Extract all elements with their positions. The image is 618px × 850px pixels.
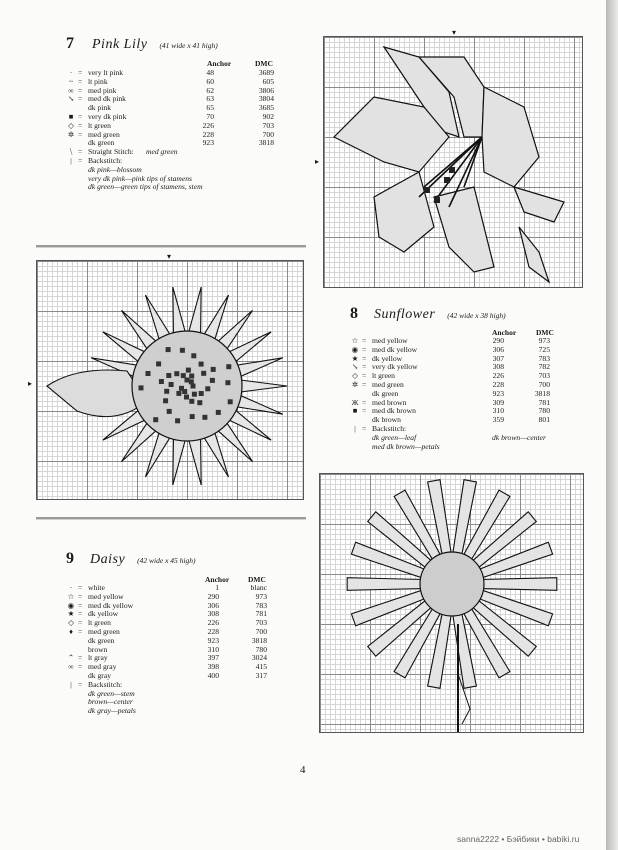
sunflower-petal: [173, 287, 187, 338]
sunflower-col-anchor: Anchor: [492, 328, 517, 337]
lily-color-label: lt green: [88, 120, 111, 130]
daisy-anchor-number: 923: [207, 635, 219, 645]
lily-key-row: [66, 183, 286, 192]
lily-color-label: med pink: [88, 85, 117, 95]
lily-dmc-number: 3806: [258, 85, 274, 95]
daisy-equals-sign: =: [78, 679, 83, 689]
page-number: 4: [300, 764, 306, 776]
sunflower-center-stitch: [191, 353, 196, 358]
sunflower-center-stitch: [146, 371, 151, 376]
lily-equals-sign: =: [78, 85, 83, 95]
daisy-backstitch-symbol: |: [70, 679, 72, 689]
sunflower-center-stitch: [189, 399, 194, 404]
lily-equals-sign: =: [78, 129, 83, 139]
lily-anchor-number: 923: [202, 138, 214, 148]
sunflower-anchor-number: 226: [492, 371, 504, 381]
lily-straight-color: med green: [146, 147, 178, 157]
lily-color-label: very dk pink: [88, 111, 127, 121]
sunflower-center-stitch: [153, 417, 158, 422]
daisy-dmc-number: 317: [255, 670, 267, 680]
lily-anchor-number: 65: [206, 103, 214, 113]
daisy-equals-sign: =: [78, 618, 83, 628]
sunflower-color-label: dk green: [372, 388, 399, 398]
daisy-col-anchor: Anchor: [205, 575, 230, 584]
sunflower-number: 8: [350, 305, 358, 322]
sunflower-center-stitch: [164, 389, 169, 394]
sunflower-equals-sign: =: [362, 397, 367, 407]
lily-anchor-number: 62: [206, 85, 214, 95]
daisy-color-symbol: ⌃: [67, 653, 75, 663]
sunflower-center-stitch: [181, 373, 186, 378]
daisy-color-label: lt gray: [88, 653, 108, 663]
sunflower-center-stitch: [189, 379, 194, 384]
lily-color-label: med dk pink: [88, 94, 126, 104]
sunflower-dmc-number: 783: [538, 353, 550, 363]
daisy-backstitch-note: brown—center: [88, 697, 133, 707]
sunflower-equals-sign: =: [362, 423, 367, 433]
daisy-equals-sign: =: [78, 653, 83, 663]
sunflower-center-stitch: [185, 378, 190, 383]
daisy-chart: [319, 473, 584, 733]
daisy-dmc-number: 780: [255, 644, 267, 654]
daisy-anchor-number: 308: [207, 609, 219, 619]
sunflower-color-label: med green: [372, 379, 404, 389]
sunflower-dmc-number: 781: [538, 397, 550, 407]
lily-dmc-number: 3818: [258, 138, 274, 148]
sunflower-center-stitch: [174, 371, 179, 376]
daisy-dmc-number: 703: [255, 618, 267, 628]
sunflower-center-stitch: [201, 371, 206, 376]
lily-color-symbol: ↘: [67, 94, 75, 104]
sunflower-center-stitch: [199, 391, 204, 396]
daisy-color-label: white: [88, 583, 105, 592]
daisy-dmc-number: 973: [255, 591, 267, 601]
sunflower-color-symbol: ■: [352, 406, 358, 416]
sunflower-size: (42 wide x 38 high): [447, 311, 506, 320]
daisy-petal: [347, 578, 424, 591]
daisy-key-row: [66, 707, 281, 716]
daisy-dmc-number: blanc: [250, 583, 267, 592]
lily-color-label: very lt pink: [88, 68, 124, 77]
sunflower-dmc-number: 3818: [534, 388, 550, 398]
daisy-col-dmc: DMC: [248, 575, 266, 584]
sunflower-center-stitch: [210, 378, 215, 383]
sunflower-equals-sign: =: [362, 371, 367, 381]
lily-backstitch-note: very dk pink—pink tips of stamens: [88, 173, 192, 183]
sunflower-center-stitch: [166, 347, 171, 352]
daisy-petal: [480, 578, 557, 591]
lily-color-symbol: ·: [69, 68, 73, 77]
sunflower-equals-sign: =: [362, 353, 367, 363]
sunflower-dmc-number: 780: [538, 406, 550, 416]
sunflower-anchor-number: 307: [492, 353, 504, 363]
lily-anchor-number: 70: [206, 111, 214, 121]
sunflower-chart: ▾ ▸: [36, 260, 304, 500]
sunflower-col-dmc: DMC: [536, 328, 554, 337]
daisy-color-label: dk gray: [88, 670, 111, 680]
lily-number: 7: [66, 35, 74, 52]
sunflower-petal: [188, 434, 202, 485]
lily-equals-sign: =: [78, 155, 83, 165]
lily-anchor-number: 63: [206, 94, 214, 104]
sunflower-drawing: [37, 261, 305, 501]
sunflower-color-symbol: ↘: [351, 362, 359, 372]
sunflower-center-stitch: [192, 392, 197, 397]
lily-anchor-number: 48: [206, 68, 214, 77]
lily-equals-sign: =: [78, 68, 83, 77]
sunflower-anchor-number: 923: [492, 388, 504, 398]
sunflower-color-symbol: Ж: [351, 397, 359, 407]
sunflower-center-stitch: [180, 348, 185, 353]
sunflower-equals-sign: =: [362, 406, 367, 416]
lily-equals-sign: =: [78, 94, 83, 104]
sunflower-center-stitch: [184, 395, 189, 400]
lily-equals-sign: =: [78, 147, 83, 157]
sunflower-color-label: dk brown: [372, 415, 401, 425]
sunflower-anchor-number: 306: [492, 344, 504, 354]
sunflower-dmc-number: 725: [538, 344, 550, 354]
sunflower-equals-sign: =: [362, 336, 367, 345]
daisy-dmc-number: 783: [255, 600, 267, 610]
sunflower-anchor-number: 310: [492, 406, 504, 416]
lily-anchor-number: 60: [206, 76, 214, 86]
daisy-color-label: brown: [88, 644, 108, 654]
sunflower-center-stitch: [199, 362, 204, 367]
lily-color-symbol: ◇: [68, 120, 74, 130]
lily-color-label: lt pink: [88, 76, 108, 86]
daisy-anchor-number: 310: [207, 644, 219, 654]
sunflower-center-stitch: [189, 374, 194, 379]
lily-dmc-number: 3804: [258, 94, 274, 104]
sunflower-backstitch-symbol: |: [354, 423, 356, 433]
sunflower-center-stitch: [176, 391, 181, 396]
sunflower-color-symbol: ★: [351, 353, 359, 363]
daisy-color-symbol: ◇: [68, 618, 74, 628]
sunflower-anchor-number: 308: [492, 362, 504, 372]
daisy-color-label: med dk yellow: [88, 600, 134, 610]
daisy-anchor-number: 226: [207, 618, 219, 628]
sunflower-dmc-number: 700: [538, 379, 550, 389]
daisy-backstitch-note: dk green—stem: [88, 688, 135, 698]
sunflower-color-symbol: ◇: [352, 371, 358, 381]
daisy-color-symbol: ∞: [68, 662, 74, 672]
lily-straight-label: Straight Stitch:: [88, 147, 134, 157]
sunflower-center-stitch: [139, 385, 144, 390]
lily-equals-sign: =: [78, 111, 83, 121]
daisy-color-label: dk green: [88, 635, 115, 645]
daisy-number: 9: [66, 550, 74, 567]
daisy-anchor-number: 228: [207, 626, 219, 636]
lily-col-dmc: DMC: [255, 59, 273, 68]
sunflower-equals-sign: =: [362, 379, 367, 389]
daisy-color-label: med green: [88, 626, 120, 636]
lily-backstitch-note: dk green—green tips of stamens, stem: [88, 182, 203, 192]
sunflower-center-stitch: [182, 389, 187, 394]
lily-name: Pink Lily: [92, 37, 148, 52]
lily-color-label: dk pink: [88, 103, 111, 113]
lily-backstitch-symbol: |: [70, 155, 72, 165]
daisy-equals-sign: =: [78, 662, 83, 672]
sunflower-key-row: [350, 443, 560, 452]
lily-col-anchor: Anchor: [207, 59, 232, 68]
daisy-title: [66, 550, 196, 568]
daisy-dmc-number: 781: [255, 609, 267, 619]
sunflower-center-stitch: [163, 398, 168, 403]
daisy-anchor-number: 400: [207, 670, 219, 680]
sunflower-petal: [173, 434, 187, 485]
sunflower-anchor-number: 309: [492, 397, 504, 407]
sunflower-equals-sign: =: [362, 362, 367, 372]
lily-dmc-number: 902: [262, 111, 274, 121]
sunflower-backstitch-note: dk green—leaf: [372, 432, 417, 442]
lily-color-symbol: ∞: [68, 85, 74, 95]
lily-backstitch-note: dk pink—blossom: [88, 164, 142, 174]
daisy-color-symbol: ·: [69, 583, 73, 592]
sunflower-color-label: med yellow: [372, 336, 408, 345]
sunflower-backstitch-label: Backstitch:: [372, 423, 407, 433]
sunflower-center-stitch: [159, 379, 164, 384]
daisy-equals-sign: =: [78, 583, 83, 592]
sunflower-anchor-number: 290: [492, 336, 504, 345]
sunflower-center-stitch: [167, 409, 172, 414]
sunflower-center-stitch: [175, 418, 180, 423]
divider: [36, 517, 306, 520]
sunflower-color-label: dk yellow: [372, 353, 403, 363]
daisy-backstitch-label: Backstitch:: [88, 679, 123, 689]
lily-anchor-number: 228: [202, 129, 214, 139]
sunflower-center-stitch: [216, 410, 221, 415]
lily-backstitch-label: Backstitch:: [88, 155, 123, 165]
daisy-anchor-number: 398: [207, 662, 219, 672]
sunflower-center-stitch: [226, 364, 231, 369]
divider: [36, 245, 306, 248]
daisy-dmc-number: 415: [255, 662, 267, 672]
sunflower-color-label: med dk brown: [372, 406, 416, 416]
daisy-color-symbol: ◉: [67, 600, 75, 610]
lily-dmc-number: 700: [262, 129, 274, 139]
lily-color-label: med green: [88, 129, 120, 139]
lily-dmc-number: 3685: [258, 103, 274, 113]
daisy-equals-sign: =: [78, 626, 83, 636]
lily-straight-symbol: ⧹: [69, 147, 73, 157]
sunflower-equals-sign: =: [362, 344, 367, 354]
sunflower-center-stitch: [211, 367, 216, 372]
lily-anchor-number: 226: [202, 120, 214, 130]
lily-size: (41 wide x 41 high): [159, 41, 218, 50]
sunflower-center-stitch: [197, 400, 202, 405]
daisy-equals-sign: =: [78, 600, 83, 610]
daisy-color-key: [66, 584, 281, 716]
sunflower-backstitch-note: med dk brown—petals: [372, 441, 440, 451]
daisy-color-symbol: ☆: [67, 591, 75, 601]
watermark: sanna2222 • Бэйбики • babiki.ru: [457, 834, 580, 844]
lily-drawing: [324, 37, 584, 289]
sunflower-center-stitch: [166, 373, 171, 378]
daisy-drawing: [320, 474, 585, 734]
sunflower-anchor-number: 228: [492, 379, 504, 389]
sunflower-center-stitch: [228, 399, 233, 404]
daisy-color-label: lt green: [88, 618, 111, 628]
lily-equals-sign: =: [78, 120, 83, 130]
daisy-dmc-number: 700: [255, 626, 267, 636]
daisy-size: (42 wide x 45 high): [137, 556, 196, 565]
daisy-dmc-number: 3818: [251, 635, 267, 645]
lily-color-symbol: ✲: [67, 129, 75, 139]
sunflower-center-stitch: [169, 382, 174, 387]
sunflower-color-label: lt green: [372, 371, 395, 381]
sunflower-color-label: med brown: [372, 397, 407, 407]
sunflower-center-stitch: [156, 361, 161, 366]
daisy-anchor-number: 290: [207, 591, 219, 601]
daisy-color-symbol: ♦: [69, 626, 73, 636]
sunflower-backstitch-note-right: dk brown—center: [492, 432, 546, 442]
sunflower-color-label: med dk yellow: [372, 344, 418, 354]
sunflower-center-stitch: [186, 368, 191, 373]
sunflower-anchor-number: 359: [492, 415, 504, 425]
lily-color-label: dk green: [88, 138, 115, 148]
sunflower-color-symbol: ☆: [351, 336, 359, 345]
daisy-color-label: dk yellow: [88, 609, 119, 619]
lily-title: [66, 35, 218, 53]
lily-color-key: [66, 69, 286, 192]
sunflower-color-symbol: ✲: [351, 379, 359, 389]
lily-dmc-number: 3689: [258, 68, 274, 77]
sunflower-center-stitch: [225, 380, 230, 385]
lily-equals-sign: =: [78, 76, 83, 86]
lily-dmc-number: 605: [262, 76, 274, 86]
sunflower-center-stitch: [205, 386, 210, 391]
daisy-equals-sign: =: [78, 591, 83, 601]
lily-dmc-number: 703: [262, 120, 274, 130]
daisy-anchor-number: 397: [207, 653, 219, 663]
daisy-equals-sign: =: [78, 609, 83, 619]
sunflower-color-symbol: ◉: [351, 344, 359, 354]
lily-color-symbol: ■: [68, 111, 74, 121]
binding-shadow: [606, 0, 618, 850]
sunflower-center-stitch: [202, 415, 207, 420]
lily-color-symbol: ~: [68, 76, 74, 86]
sunflower-dmc-number: 801: [538, 415, 550, 425]
daisy-color-symbol: ★: [67, 609, 75, 619]
daisy-backstitch-note: dk gray—petals: [88, 706, 136, 716]
sunflower-dmc-number: 782: [538, 362, 550, 372]
daisy-anchor-number: 306: [207, 600, 219, 610]
daisy-name: Daisy: [90, 552, 126, 567]
sunflower-dmc-number: 973: [538, 336, 550, 345]
daisy-color-label: med gray: [88, 662, 117, 672]
daisy-color-label: med yellow: [88, 591, 124, 601]
sunflower-color-label: very dk yellow: [372, 362, 418, 372]
lily-chart: ▾ ▸: [323, 36, 583, 288]
sunflower-dmc-number: 703: [538, 371, 550, 381]
sunflower-color-key: [350, 337, 560, 451]
sunflower-name: Sunflower: [374, 307, 436, 322]
sunflower-petal: [237, 380, 287, 393]
sunflower-center-stitch: [190, 414, 195, 419]
sunflower-title: [350, 305, 506, 323]
daisy-dmc-number: 3024: [251, 653, 267, 663]
sunflower-petal: [188, 287, 202, 338]
daisy-anchor-number: 1: [215, 583, 219, 592]
